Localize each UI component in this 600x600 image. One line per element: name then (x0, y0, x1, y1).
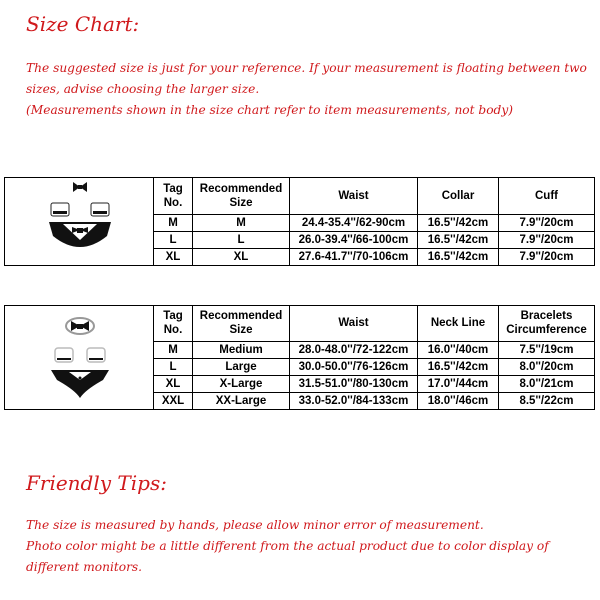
cell-size: XL (193, 248, 290, 265)
size-table-neck-bracelets (4, 305, 595, 410)
cell-waist: 27.6-41.7''/70-106cm (290, 248, 418, 265)
cell-size: M (193, 214, 290, 231)
header-tag-line-2: No. (163, 196, 183, 209)
size-table-2 (153, 306, 594, 409)
header-bracelets (499, 306, 595, 341)
cell-bracelets: 8.0''/21cm (499, 375, 595, 392)
cell-tag: XL (154, 375, 193, 392)
cell-neck-line: 18.0''/46cm (418, 392, 499, 409)
tips-line-1: The size is measured by hands, please allow minor error of measurement. (26, 518, 484, 532)
cell-neck-line: 16.5''/42cm (418, 358, 499, 375)
cell-waist: 30.0-50.0''/76-126cm (290, 358, 418, 375)
cell-tag: XL (154, 248, 193, 265)
cell-cuff: 7.9''/20cm (499, 214, 595, 231)
header-recommended-line-2: Size (229, 324, 253, 337)
cell-bracelets: 7.5''/19cm (499, 341, 595, 358)
tips-note (26, 515, 596, 578)
size-table-collar-cuff (4, 177, 595, 266)
cell-waist: 33.0-52.0''/84-133cm (290, 392, 418, 409)
intro-note (26, 58, 596, 121)
cell-cuff: 7.9''/20cm (499, 231, 595, 248)
header-neck-line: Neck Line (418, 306, 499, 341)
header-waist: Waist (290, 306, 418, 341)
header-bracelets-line-1: Bracelets (520, 310, 573, 323)
cell-waist: 28.0-48.0''/72-122cm (290, 341, 418, 358)
header-waist: Waist (290, 178, 418, 214)
header-recommended-line-1: Recommended (199, 182, 283, 195)
header-recommended-line-1: Recommended (199, 310, 283, 323)
header-recommended (193, 306, 290, 341)
header-recommended-line-2: Size (229, 196, 253, 209)
cell-tag: L (154, 231, 193, 248)
table-row (154, 231, 595, 248)
cell-neck-line: 17.0''/44cm (418, 375, 499, 392)
tips-line-3: different monitors. (26, 560, 143, 574)
cell-waist: 26.0-39.4''/66-100cm (290, 231, 418, 248)
intro-line-3: (Measurements shown in the size chart refer to item measurements, not body) (26, 103, 513, 117)
friendly-tips-title: Friendly Tips: (26, 471, 167, 495)
table-row (154, 248, 595, 265)
header-cuff: Cuff (499, 178, 595, 214)
size-table-1 (153, 178, 594, 265)
header-tag-line-1: Tag (163, 182, 183, 195)
table-row (154, 358, 595, 375)
cell-tag: XXL (154, 392, 193, 409)
cell-waist: 31.5-51.0''/80-130cm (290, 375, 418, 392)
intro-line-2: sizes, advise choosing the larger size. (26, 82, 260, 96)
header-bracelets-line-2: Circumference (506, 324, 587, 337)
cell-size: Medium (193, 341, 290, 358)
table-row (154, 214, 595, 231)
cell-tag: M (154, 341, 193, 358)
cell-collar: 16.5''/42cm (418, 231, 499, 248)
table-row (154, 341, 595, 358)
table-row (154, 392, 595, 409)
cell-size: XX-Large (193, 392, 290, 409)
tips-line-2: Photo color might be a little different from the actual product due to color display of (26, 539, 549, 553)
cell-tag: L (154, 358, 193, 375)
header-tag (154, 178, 193, 214)
cell-bracelets: 8.5''/22cm (499, 392, 595, 409)
header-tag-line-2: No. (163, 324, 183, 337)
header-tag (154, 306, 193, 341)
bunny-set-product-image (5, 306, 155, 409)
cell-tag: M (154, 214, 193, 231)
cell-size: L (193, 231, 290, 248)
header-collar: Collar (418, 178, 499, 214)
cell-bracelets: 8.0''/20cm (499, 358, 595, 375)
cell-collar: 16.5''/42cm (418, 248, 499, 265)
cell-cuff: 7.9''/20cm (499, 248, 595, 265)
cell-size: X-Large (193, 375, 290, 392)
cell-neck-line: 16.0''/40cm (418, 341, 499, 358)
table-row (154, 375, 595, 392)
header-tag-line-1: Tag (163, 310, 183, 323)
intro-line-1: The suggested size is just for your reference. If your measurement is floating between two (26, 61, 587, 75)
header-recommended (193, 178, 290, 214)
size-chart-title: Size Chart: (26, 12, 140, 36)
cell-collar: 16.5''/42cm (418, 214, 499, 231)
cell-size: Large (193, 358, 290, 375)
tuxedo-set-product-image (5, 178, 155, 265)
cell-waist: 24.4-35.4''/62-90cm (290, 214, 418, 231)
